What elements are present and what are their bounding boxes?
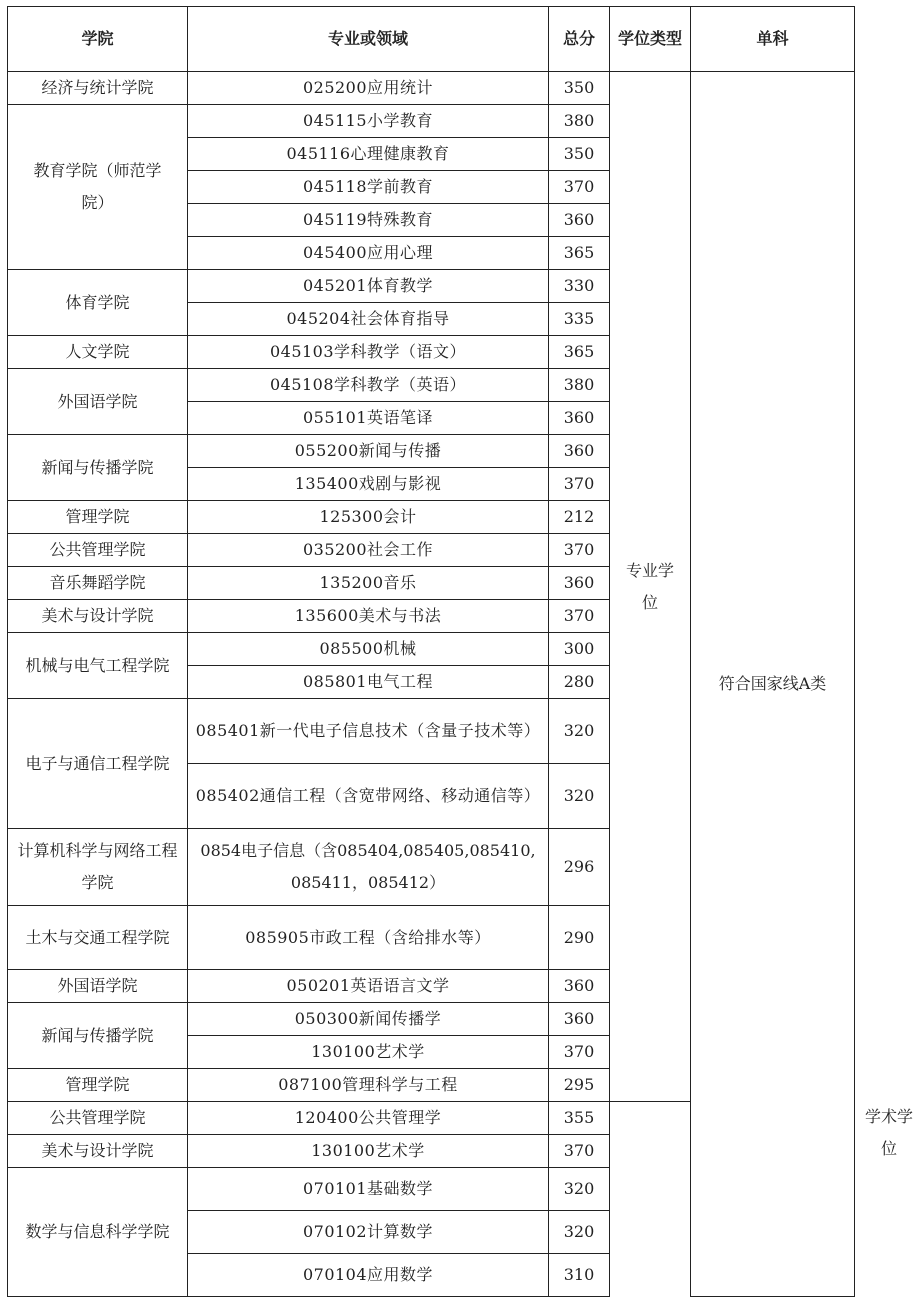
major-cell: 055200新闻与传播 [188,435,549,468]
score-cell: 370 [549,600,610,633]
score-cell: 335 [549,303,610,336]
score-cell: 296 [549,829,610,906]
score-cell: 290 [549,906,610,970]
header-row [8,7,855,72]
score-cell: 370 [549,534,610,567]
major-cell: 045204社会体育指导 [188,303,549,336]
major-cell: 120400公共管理学 [188,1102,549,1135]
table-row: 外国语学院 050201英语语言文学 360 学术学位 [8,970,855,1003]
college-cell: 外国语学院 [8,970,188,1003]
college-cell: 教育学院（师范学院） [8,105,188,270]
college-cell: 外国语学院 [8,369,188,435]
score-cell: 360 [549,970,610,1003]
college-cell: 电子与通信工程学院 [8,699,188,829]
major-cell: 045108学科教学（英语） [188,369,549,402]
college-cell: 新闻与传播学院 [8,435,188,501]
table-row [8,72,855,105]
score-cell: 380 [549,369,610,402]
major-cell: 045400应用心理 [188,237,549,270]
score-cell: 370 [549,1036,610,1069]
major-cell: 025200应用统计 [188,72,549,105]
score-cell: 300 [549,633,610,666]
score-cell: 370 [549,1135,610,1168]
major-cell: 050201英语语言文学 [188,970,549,1003]
major-cell: 085500机械 [188,633,549,666]
major-cell: 045103学科教学（语文） [188,336,549,369]
score-cell: 355 [549,1102,610,1135]
score-cell: 330 [549,270,610,303]
college-cell: 机械与电气工程学院 [8,633,188,699]
score-cell: 350 [549,138,610,171]
header-college: 学院 [8,7,188,72]
college-cell: 计算机科学与网络工程学院 [8,829,188,906]
college-cell: 体育学院 [8,270,188,336]
major-cell: 125300会计 [188,501,549,534]
college-cell: 新闻与传播学院 [8,1003,188,1069]
header-major: 专业或领域 [188,7,549,72]
score-cell: 320 [549,1168,610,1211]
major-cell: 045118学前教育 [188,171,549,204]
college-cell: 经济与统计学院 [8,72,188,105]
major-cell: 070104应用数学 [188,1254,549,1297]
major-cell: 045116心理健康教育 [188,138,549,171]
college-cell: 美术与设计学院 [8,1135,188,1168]
major-cell: 130100艺术学 [188,1036,549,1069]
header-total: 总分 [549,7,610,72]
major-cell: 087100管理科学与工程 [188,1069,549,1102]
score-cell: 370 [549,171,610,204]
score-cell: 295 [549,1069,610,1102]
major-cell: 135400戏剧与影视 [188,468,549,501]
degree-type-professional: 专业学位 [610,72,691,1102]
score-cell: 360 [549,204,610,237]
major-cell: 045119特殊教育 [188,204,549,237]
college-cell: 美术与设计学院 [8,600,188,633]
college-cell: 音乐舞蹈学院 [8,567,188,600]
major-cell: 045201体育教学 [188,270,549,303]
score-cell: 350 [549,72,610,105]
score-cell: 370 [549,468,610,501]
score-cell: 320 [549,764,610,829]
major-cell: 0854电子信息（含085404,085405,085410,085411，085412） [188,829,549,906]
single-subject-cell: 符合国家线A类 [691,72,855,1297]
score-cell: 360 [549,402,610,435]
college-cell: 管理学院 [8,1069,188,1102]
college-cell: 公共管理学院 [8,1102,188,1135]
score-cell: 310 [549,1254,610,1297]
major-cell: 135600美术与书法 [188,600,549,633]
major-cell: 135200音乐 [188,567,549,600]
major-cell: 130100艺术学 [188,1135,549,1168]
score-cell: 365 [549,336,610,369]
college-cell: 人文学院 [8,336,188,369]
college-cell: 土木与交通工程学院 [8,906,188,970]
score-cell: 320 [549,1211,610,1254]
college-cell: 管理学院 [8,501,188,534]
major-cell: 085402通信工程（含宽带网络、移动通信等） [188,764,549,829]
major-cell: 045115小学教育 [188,105,549,138]
major-cell: 050300新闻传播学 [188,1003,549,1036]
admission-score-table-wrapper [7,6,913,1297]
admission-score-table [7,6,913,1297]
header-single: 单科 [691,7,855,72]
major-cell: 070102计算数学 [188,1211,549,1254]
header-degree-type: 学位类型 [610,7,691,72]
major-cell: 085401新一代电子信息技术（含量子技术等） [188,699,549,764]
major-cell: 085905市政工程（含给排水等） [188,906,549,970]
score-cell: 380 [549,105,610,138]
score-cell: 212 [549,501,610,534]
score-cell: 360 [549,1003,610,1036]
major-cell: 055101英语笔译 [188,402,549,435]
major-cell: 070101基础数学 [188,1168,549,1211]
major-cell: 085801电气工程 [188,666,549,699]
college-cell: 数学与信息科学学院 [8,1168,188,1297]
major-cell: 035200社会工作 [188,534,549,567]
score-cell: 365 [549,237,610,270]
score-cell: 360 [549,435,610,468]
score-cell: 280 [549,666,610,699]
score-cell: 360 [549,567,610,600]
college-cell: 公共管理学院 [8,534,188,567]
score-cell: 320 [549,699,610,764]
